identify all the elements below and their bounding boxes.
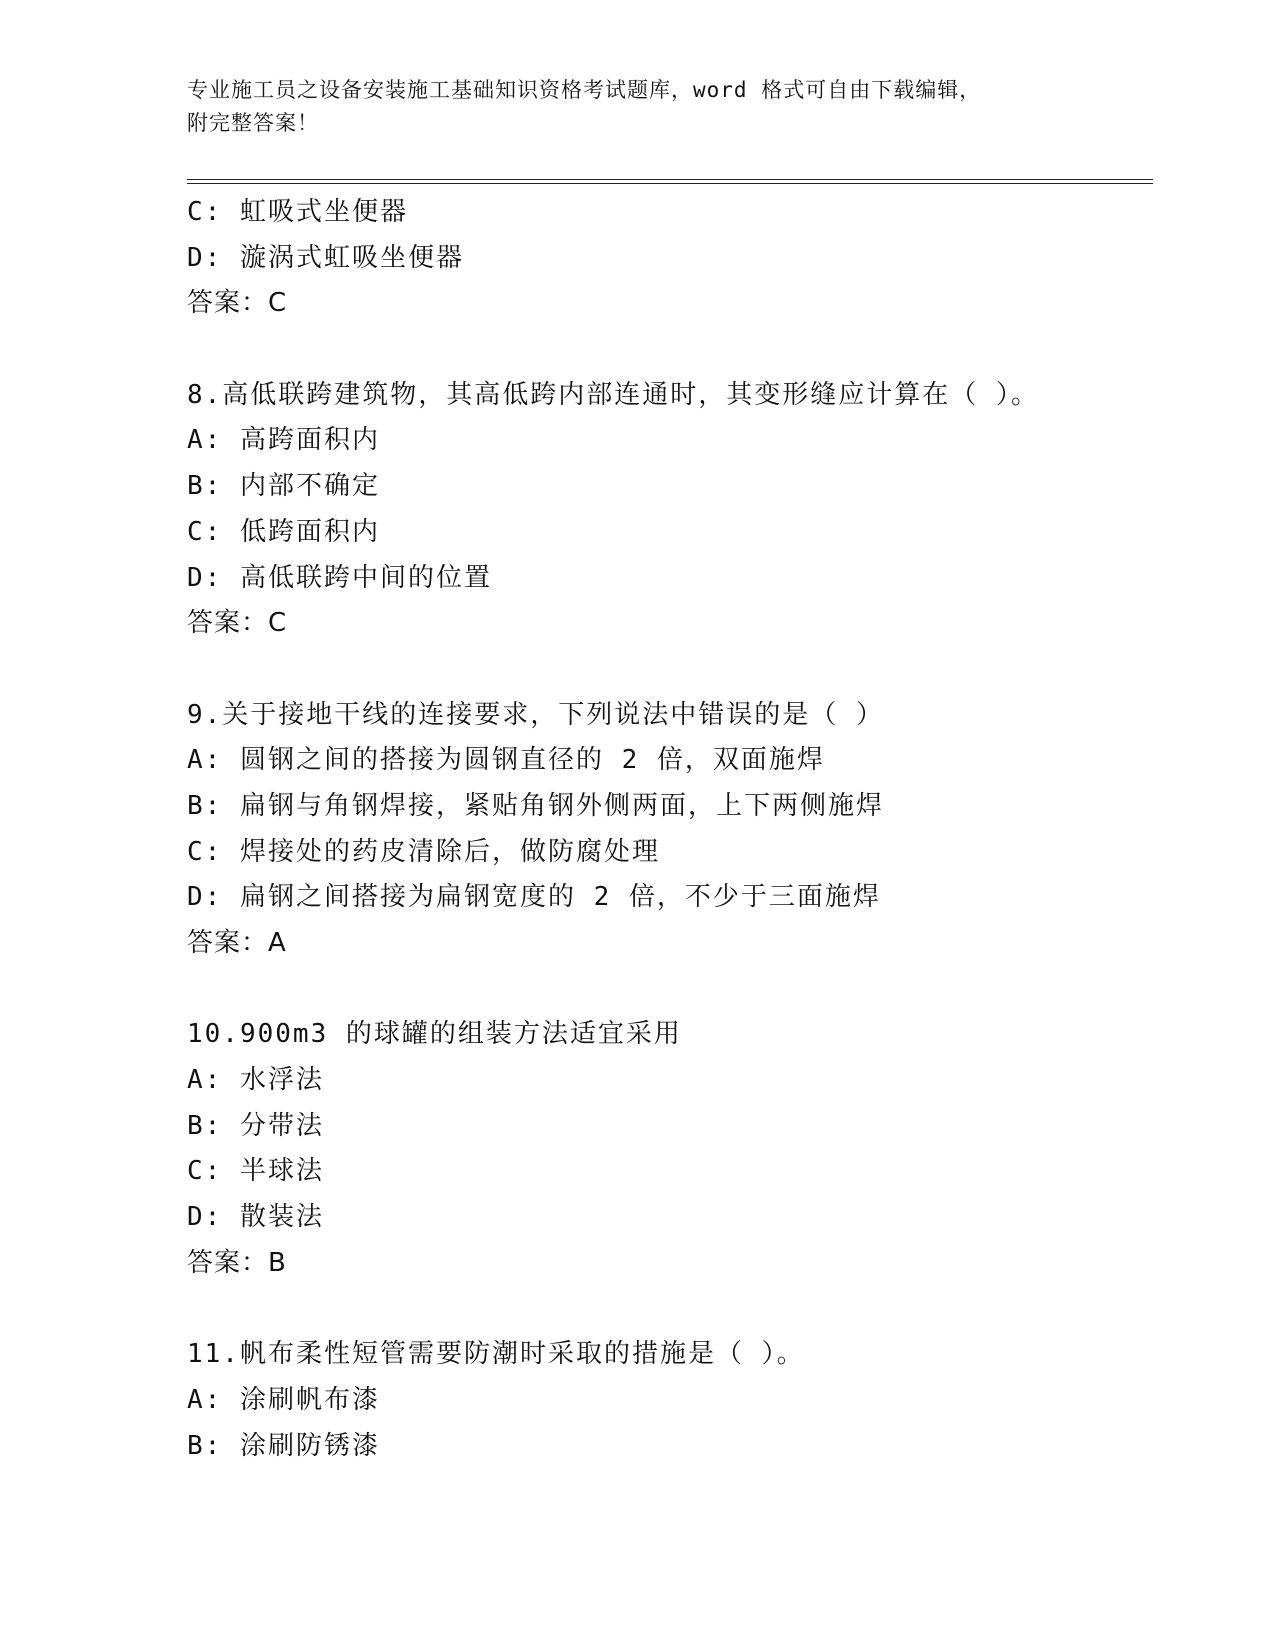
q11-option-b: B: 涂刷防锈漆	[187, 1430, 380, 1461]
q9-option-d: D: 扁钢之间搭接为扁钢宽度的 2 倍，不少于三面施焊	[187, 882, 881, 913]
q8-option-b: B: 内部不确定	[187, 471, 380, 502]
q10-option-a: A: 水浮法	[187, 1065, 324, 1096]
q8-option-a: A: 高跨面积内	[187, 425, 380, 456]
q9-option-a: A: 圆钢之间的搭接为圆钢直径的 2 倍，双面施焊	[187, 745, 825, 776]
header-line-2: 附完整答案！	[187, 111, 319, 135]
header-line-1: 专业施工员之设备安装施工基础知识资格考试题库，word 格式可自由下载编辑，	[187, 78, 982, 102]
spacer	[187, 647, 1153, 693]
spacer	[187, 967, 1153, 1013]
q7-answer: 答案：C	[187, 288, 288, 319]
q7-option-c: C: 虹吸式坐便器	[187, 197, 408, 227]
spacer	[187, 1287, 1153, 1333]
header-divider-top	[187, 179, 1153, 180]
header-divider-bottom	[187, 183, 1153, 184]
q9-stem: 9.关于接地干线的连接要求，下列说法中错误的是（ ）	[187, 699, 884, 730]
document-header	[187, 74, 1087, 140]
q8-option-c: C: 低跨面积内	[187, 516, 380, 547]
q11-stem: 11.帆布柔性短管需要防潮时采取的措施是（ ）。	[187, 1339, 805, 1370]
question-list	[187, 190, 1153, 1469]
spacer	[187, 327, 1153, 373]
q9-option-b: B: 扁钢与角钢焊接，紧贴角钢外侧两面，上下两侧施焊	[187, 790, 884, 821]
q10-option-b: B: 分带法	[187, 1110, 324, 1141]
q7-option-d: D: 漩涡式虹吸坐便器	[187, 242, 464, 273]
q11-option-a: A: 涂刷帆布漆	[187, 1384, 380, 1415]
q9-answer: 答案：A	[187, 928, 287, 958]
q8-stem: 8.高低联跨建筑物，其高低跨内部连通时，其变形缝应计算在（ ）。	[187, 379, 1039, 410]
q8-answer: 答案：C	[187, 608, 288, 639]
q10-answer: 答案：B	[187, 1247, 287, 1278]
q9-option-c: C: 焊接处的药皮清除后，做防腐处理	[187, 836, 660, 867]
q10-stem: 10.900m3 的球罐的组装方法适宜采用	[187, 1019, 682, 1050]
q10-option-d: D: 散装法	[187, 1202, 324, 1233]
q8-option-d: D: 高低联跨中间的位置	[187, 562, 492, 593]
q10-option-c: C: 半球法	[187, 1156, 324, 1187]
